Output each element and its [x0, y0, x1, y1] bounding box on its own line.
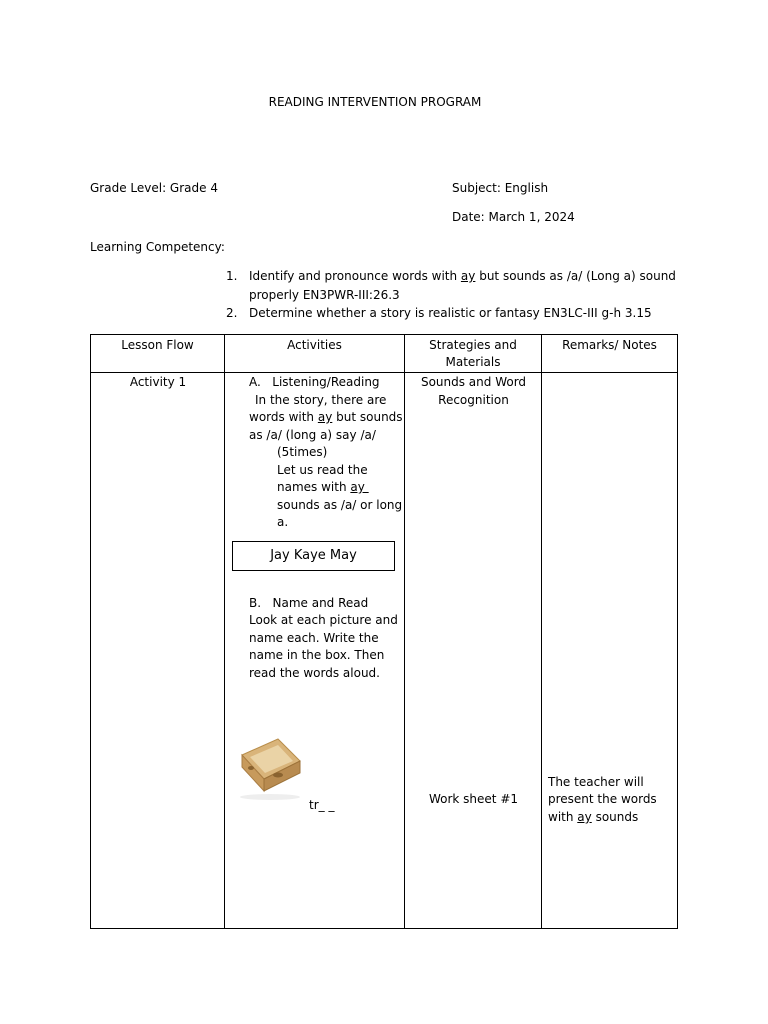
- activity-a-line: a.: [277, 515, 289, 529]
- table-header-row: [91, 335, 678, 373]
- cell-remarks: [542, 373, 678, 929]
- activity-b-heading: B. Name and Read: [249, 596, 369, 610]
- activity-a-line: names with ay: [277, 480, 369, 494]
- grade-level: Grade Level: Grade 4: [90, 181, 218, 195]
- page-title: READING INTERVENTION PROGRAM: [268, 95, 482, 109]
- subject: Subject: English: [452, 181, 549, 195]
- activity-a-line: as /a/ (long a) say /a/: [249, 428, 376, 442]
- activity-b-line: Look at each picture and: [249, 613, 398, 627]
- remarks-line: present the words: [548, 792, 657, 806]
- activity-a-line: words with ay but sounds: [249, 410, 403, 424]
- remarks-line: with ay sounds: [548, 810, 639, 824]
- activity-a-line: In the story, there are: [255, 393, 387, 407]
- tray-word-blank: tr_ _: [309, 798, 335, 812]
- competency-1-number: 1.: [226, 269, 238, 283]
- header-remarks: Remarks/ Notes: [542, 335, 678, 373]
- activity-a-line: Let us read the: [277, 463, 368, 477]
- activity-b-line: read the words aloud.: [249, 666, 380, 680]
- competency-2-text: Determine whether a story is realistic or fantasy EN3LC-III g-h 3.15: [249, 306, 652, 320]
- activity-1-label: Activity 1: [129, 375, 187, 389]
- strategy-line: Recognition: [438, 393, 509, 407]
- date: Date: March 1, 2024: [452, 210, 575, 224]
- activity-a-heading: A. Listening/Reading: [249, 375, 380, 389]
- competency-label: Learning Competency:: [90, 240, 225, 254]
- header-activities: Activities: [225, 335, 405, 373]
- remarks-line: The teacher will: [548, 775, 644, 789]
- activity-b-line: name each. Write the: [249, 631, 379, 645]
- tray-picture: [238, 735, 304, 807]
- table-row: [91, 373, 678, 929]
- activity-a-line: (5times): [277, 445, 328, 459]
- worksheet-label: Work sheet #1: [428, 792, 519, 806]
- competency-1-code: properly EN3PWR-III:26.3: [249, 288, 400, 302]
- competency-1-text: Identify and pronounce words with ay but sounds as /a/ (Long a) sound: [249, 269, 676, 283]
- cell-strategies: [405, 373, 542, 929]
- header-strategies: Strategies and Materials: [405, 335, 542, 373]
- strategy-line: Sounds and Word: [420, 375, 527, 389]
- names-box: Jay Kaye May: [232, 541, 395, 571]
- cell-activities: [225, 373, 405, 929]
- cell-lesson-flow: [91, 373, 225, 929]
- competency-2-number: 2.: [226, 306, 238, 320]
- activity-a-line: sounds as /a/ or long: [277, 498, 403, 512]
- lesson-plan-table: [90, 334, 678, 929]
- activity-b-line: name in the box. Then: [249, 648, 385, 662]
- header-lesson-flow: Lesson Flow: [91, 335, 225, 373]
